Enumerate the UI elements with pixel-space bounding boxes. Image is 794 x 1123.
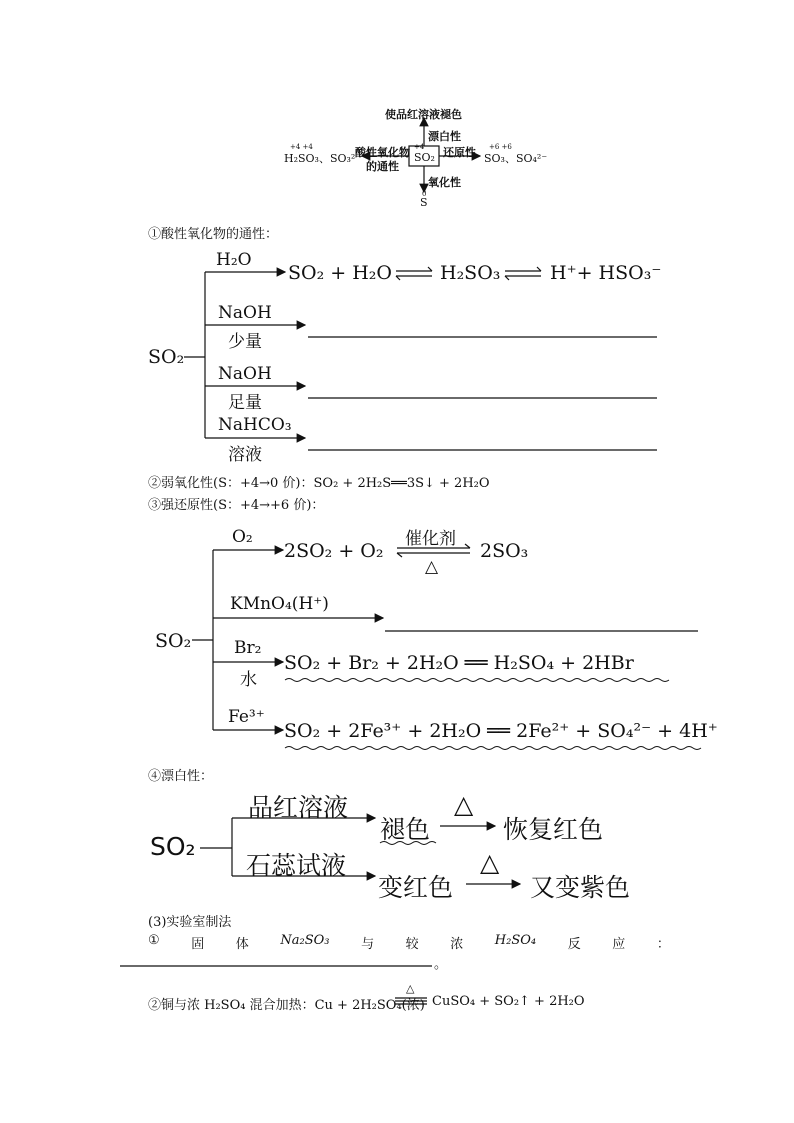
sec3-b3-bot: 水 [240, 670, 257, 690]
bottom-species: S [420, 196, 428, 209]
sec4-b2-reagent: 石蕊试液 [246, 851, 347, 880]
sec1-b1-eq-a: SO₂ + H₂O [288, 262, 392, 284]
top-label: 使品红溶液褪色 [385, 108, 462, 121]
sec4-b2-result: 变红色 [378, 873, 454, 902]
sec5-line1 [148, 933, 670, 952]
sec5-line2-b: CuSO₄ + SO₂↑ + 2H₂O [432, 994, 585, 1009]
sec3-b1-eq-a: 2SO₂ + O₂ [284, 540, 384, 562]
sec5-char: 应 [612, 937, 626, 952]
left-ox: +4 +4 [290, 143, 313, 151]
sec3-catalyst: 催化剂 [405, 529, 456, 549]
sec3-b4-eq: SO₂ + 2Fe³⁺ + 2H₂O ══ 2Fe²⁺ + SO₄²⁻ + 4H⁺ [284, 720, 718, 742]
sec3-title: ③强还原性(S：+4→+6 价)： [148, 498, 325, 513]
sec5-line2-a: ②铜与浓 H₂SO₄ 混合加热：Cu + 2H₂SO₄(浓) [148, 998, 425, 1013]
sec5-char: Na₂SO₃ [280, 933, 330, 948]
sec5-char: 与 [361, 937, 375, 952]
general-property-label: 的通性 [366, 160, 399, 173]
sec1-title: ①酸性氧化物的通性： [148, 227, 279, 242]
sec1-b2-bot: 少量 [228, 332, 262, 352]
acidic-oxide-label: 酸性氧化物 [355, 146, 410, 159]
sec4-b1-final: 恢复红色 [503, 815, 604, 844]
sec3-heat: △ [425, 557, 439, 577]
oxidizing-label: 氧化性 [428, 176, 461, 189]
left-species: H₂SO₃、SO₃²⁻ [284, 152, 362, 165]
sec4-b1-heat: △ [454, 790, 474, 819]
sec5-char: 体 [235, 937, 249, 952]
sec5-char: 较 [405, 937, 419, 952]
sec1-b2-top: NaOH [218, 303, 272, 323]
bottom-ox: 0 [422, 190, 427, 198]
right-species: SO₃、SO₄²⁻ [484, 152, 548, 165]
sec4-b2-heat: △ [480, 848, 500, 877]
sec1-b1-cond: H₂O [216, 250, 252, 270]
sec5-char: 浓 [450, 937, 464, 952]
sec4-b1-result: 褪色 [380, 815, 431, 844]
sec1-b3-top: NaOH [218, 364, 272, 384]
sec5-char: 固 [191, 937, 205, 952]
center-species: SO₂ [414, 151, 435, 164]
center-ox: +4 [414, 143, 425, 151]
sec4-root: SO₂ [150, 832, 196, 861]
sec3-b4-cond: Fe³⁺ [228, 707, 265, 727]
sec1-b4-bot: 溶液 [228, 445, 262, 465]
sec5-char: 反 [567, 937, 581, 952]
sec3-b2-cond: KMnO₄(H⁺) [230, 594, 329, 614]
sec3-b3-top: Br₂ [234, 638, 262, 658]
sec5-char: ① [148, 933, 160, 948]
sec5-char: H₂SO₄ [494, 933, 537, 948]
right-ox: +6 +6 [489, 143, 512, 151]
sec3-root: SO₂ [155, 630, 192, 652]
sec1-b4-top: NaHCO₃ [218, 415, 292, 435]
sec5-title: (3)实验室制法 [148, 915, 232, 930]
sec1-root: SO₂ [148, 346, 185, 368]
sec4-title: ④漂白性： [148, 769, 214, 784]
sec1-b1-eq-b: H₂SO₃ [440, 262, 501, 284]
bleaching-label: 漂白性 [428, 130, 461, 143]
sec5-heat: △ [406, 982, 415, 995]
sec3-b3-eq: SO₂ + Br₂ + 2H₂O ══ H₂SO₄ + 2HBr [284, 652, 634, 674]
sec2-title: ②弱氧化性(S：+4→0 价)：SO₂ + 2H₂S══3S↓ + 2H₂O [148, 476, 490, 491]
sec3-b1-eq-b: 2SO₃ [480, 540, 529, 562]
sec5-char: ： [656, 937, 670, 952]
sec1-b3-bot: 足量 [228, 393, 262, 413]
sec4-b1-reagent: 品红溶液 [248, 793, 349, 822]
reducing-label: 还原性 [443, 146, 476, 159]
sec4-b2-final: 又变紫色 [530, 873, 631, 902]
sec3-b1-cond: O₂ [232, 527, 253, 547]
sec5-line1-end: 。 [434, 957, 448, 972]
sec1-b1-eq-c: H⁺+ HSO₃⁻ [550, 262, 662, 284]
sec3-tree [192, 544, 701, 750]
